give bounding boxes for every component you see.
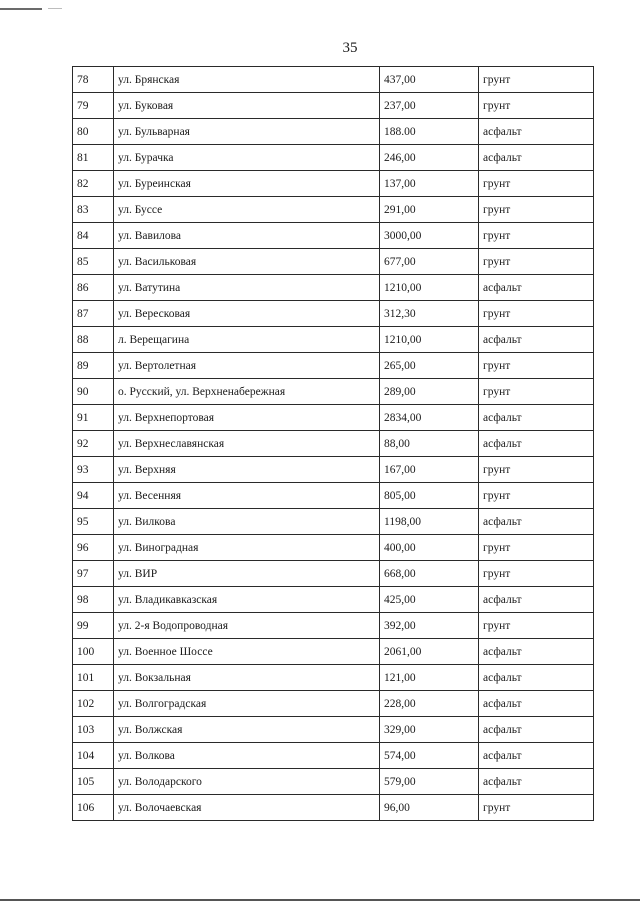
row-number-cell: 88 [73, 327, 114, 353]
table-row [73, 67, 594, 93]
street-name-cell: ул. Волжская [114, 717, 380, 743]
row-number-cell: 103 [73, 717, 114, 743]
length-cell: 228,00 [380, 691, 479, 717]
row-number-cell: 82 [73, 171, 114, 197]
length-cell: 1210,00 [380, 275, 479, 301]
table-row [73, 613, 594, 639]
length-cell: 425,00 [380, 587, 479, 613]
row-number-cell: 87 [73, 301, 114, 327]
row-number-cell: 93 [73, 457, 114, 483]
street-name-cell: ул. 2-я Водопроводная [114, 613, 380, 639]
row-number-cell: 92 [73, 431, 114, 457]
surface-type-cell: грунт [479, 353, 594, 379]
street-name-cell: ул. Верхнепортовая [114, 405, 380, 431]
length-cell: 265,00 [380, 353, 479, 379]
street-name-cell: ул. Ватутина [114, 275, 380, 301]
length-cell: 437,00 [380, 67, 479, 93]
surface-type-cell: асфальт [479, 743, 594, 769]
page-number: 35 [342, 40, 358, 56]
street-name-cell: ул. ВИР [114, 561, 380, 587]
table-row [73, 301, 594, 327]
street-name-cell: ул. Волочаевская [114, 795, 380, 821]
street-name-cell: ул. Волкова [114, 743, 380, 769]
surface-type-cell: грунт [479, 561, 594, 587]
table-row [73, 717, 594, 743]
table-row [73, 795, 594, 821]
street-name-cell: ул. Вилкова [114, 509, 380, 535]
row-number-cell: 79 [73, 93, 114, 119]
street-name-cell: ул. Бурачка [114, 145, 380, 171]
street-name-cell: ул. Верхнеславянская [114, 431, 380, 457]
row-number-cell: 78 [73, 67, 114, 93]
surface-type-cell: асфальт [479, 717, 594, 743]
length-cell: 400,00 [380, 535, 479, 561]
table-row [73, 509, 594, 535]
row-number-cell: 95 [73, 509, 114, 535]
table-row [73, 639, 594, 665]
street-name-cell: ул. Виноградная [114, 535, 380, 561]
table-row [73, 119, 594, 145]
surface-type-cell: грунт [479, 535, 594, 561]
street-name-cell: ул. Весенняя [114, 483, 380, 509]
row-number-cell: 94 [73, 483, 114, 509]
scan-edge-mark-faint [48, 8, 62, 9]
street-name-cell: ул. Вокзальная [114, 665, 380, 691]
surface-type-cell: асфальт [479, 509, 594, 535]
street-name-cell: л. Верещагина [114, 327, 380, 353]
surface-type-cell: асфальт [479, 769, 594, 795]
table-row [73, 483, 594, 509]
row-number-cell: 99 [73, 613, 114, 639]
street-name-cell: о. Русский, ул. Верхненабережная [114, 379, 380, 405]
surface-type-cell: грунт [479, 171, 594, 197]
length-cell: 677,00 [380, 249, 479, 275]
surface-type-cell: грунт [479, 197, 594, 223]
street-name-cell: ул. Брянская [114, 67, 380, 93]
street-name-cell: ул. Васильковая [114, 249, 380, 275]
length-cell: 88,00 [380, 431, 479, 457]
surface-type-cell: асфальт [479, 665, 594, 691]
length-cell: 574,00 [380, 743, 479, 769]
street-name-cell: ул. Буреинская [114, 171, 380, 197]
length-cell: 805,00 [380, 483, 479, 509]
length-cell: 2061,00 [380, 639, 479, 665]
street-name-cell: ул. Военное Шоссе [114, 639, 380, 665]
row-number-cell: 100 [73, 639, 114, 665]
surface-type-cell: грунт [479, 67, 594, 93]
street-name-cell: ул. Владикавказская [114, 587, 380, 613]
surface-type-cell: асфальт [479, 119, 594, 145]
table-row [73, 197, 594, 223]
surface-type-cell: асфальт [479, 405, 594, 431]
table-row [73, 171, 594, 197]
surface-type-cell: грунт [479, 613, 594, 639]
length-cell: 312,30 [380, 301, 479, 327]
surface-type-cell: асфальт [479, 431, 594, 457]
length-cell: 3000,00 [380, 223, 479, 249]
length-cell: 329,00 [380, 717, 479, 743]
bottom-scan-rule [0, 899, 640, 901]
row-number-cell: 89 [73, 353, 114, 379]
surface-type-cell: асфальт [479, 639, 594, 665]
street-name-cell: ул. Володарского [114, 769, 380, 795]
table-row [73, 275, 594, 301]
row-number-cell: 98 [73, 587, 114, 613]
length-cell: 188.00 [380, 119, 479, 145]
row-number-cell: 101 [73, 665, 114, 691]
surface-type-cell: асфальт [479, 275, 594, 301]
street-name-cell: ул. Вавилова [114, 223, 380, 249]
length-cell: 237,00 [380, 93, 479, 119]
surface-type-cell: асфальт [479, 327, 594, 353]
table-row [73, 405, 594, 431]
table-row [73, 379, 594, 405]
row-number-cell: 84 [73, 223, 114, 249]
row-number-cell: 85 [73, 249, 114, 275]
scan-edge-mark [0, 8, 42, 10]
length-cell: 289,00 [380, 379, 479, 405]
surface-type-cell: асфальт [479, 145, 594, 171]
row-number-cell: 102 [73, 691, 114, 717]
table-row [73, 431, 594, 457]
row-number-cell: 86 [73, 275, 114, 301]
table-row [73, 457, 594, 483]
table-row [73, 769, 594, 795]
row-number-cell: 81 [73, 145, 114, 171]
length-cell: 668,00 [380, 561, 479, 587]
surface-type-cell: грунт [479, 249, 594, 275]
row-number-cell: 80 [73, 119, 114, 145]
length-cell: 167,00 [380, 457, 479, 483]
length-cell: 121,00 [380, 665, 479, 691]
surface-type-cell: асфальт [479, 691, 594, 717]
length-cell: 137,00 [380, 171, 479, 197]
length-cell: 579,00 [380, 769, 479, 795]
table-row [73, 145, 594, 171]
table-row [73, 743, 594, 769]
surface-type-cell: грунт [479, 483, 594, 509]
table-row [73, 691, 594, 717]
table-row [73, 587, 594, 613]
surface-type-cell: грунт [479, 223, 594, 249]
table-row [73, 535, 594, 561]
table-row [73, 327, 594, 353]
surface-type-cell: грунт [479, 795, 594, 821]
table-row [73, 249, 594, 275]
length-cell: 246,00 [380, 145, 479, 171]
street-name-cell: ул. Вертолетная [114, 353, 380, 379]
surface-type-cell: асфальт [479, 587, 594, 613]
street-name-cell: ул. Бульварная [114, 119, 380, 145]
surface-type-cell: грунт [479, 457, 594, 483]
row-number-cell: 97 [73, 561, 114, 587]
street-name-cell: ул. Буссе [114, 197, 380, 223]
roads-table [72, 66, 594, 821]
table-row [73, 93, 594, 119]
row-number-cell: 96 [73, 535, 114, 561]
row-number-cell: 83 [73, 197, 114, 223]
roads-table-body [73, 67, 594, 821]
length-cell: 1198,00 [380, 509, 479, 535]
length-cell: 96,00 [380, 795, 479, 821]
row-number-cell: 90 [73, 379, 114, 405]
table-row [73, 223, 594, 249]
table-row [73, 353, 594, 379]
surface-type-cell: грунт [479, 93, 594, 119]
row-number-cell: 104 [73, 743, 114, 769]
surface-type-cell: грунт [479, 301, 594, 327]
length-cell: 2834,00 [380, 405, 479, 431]
street-name-cell: ул. Верхняя [114, 457, 380, 483]
row-number-cell: 91 [73, 405, 114, 431]
street-name-cell: ул. Буковая [114, 93, 380, 119]
table-row [73, 561, 594, 587]
surface-type-cell: грунт [479, 379, 594, 405]
length-cell: 1210,00 [380, 327, 479, 353]
street-name-cell: ул. Волгоградская [114, 691, 380, 717]
length-cell: 291,00 [380, 197, 479, 223]
length-cell: 392,00 [380, 613, 479, 639]
row-number-cell: 106 [73, 795, 114, 821]
row-number-cell: 105 [73, 769, 114, 795]
table-row [73, 665, 594, 691]
street-name-cell: ул. Вересковая [114, 301, 380, 327]
